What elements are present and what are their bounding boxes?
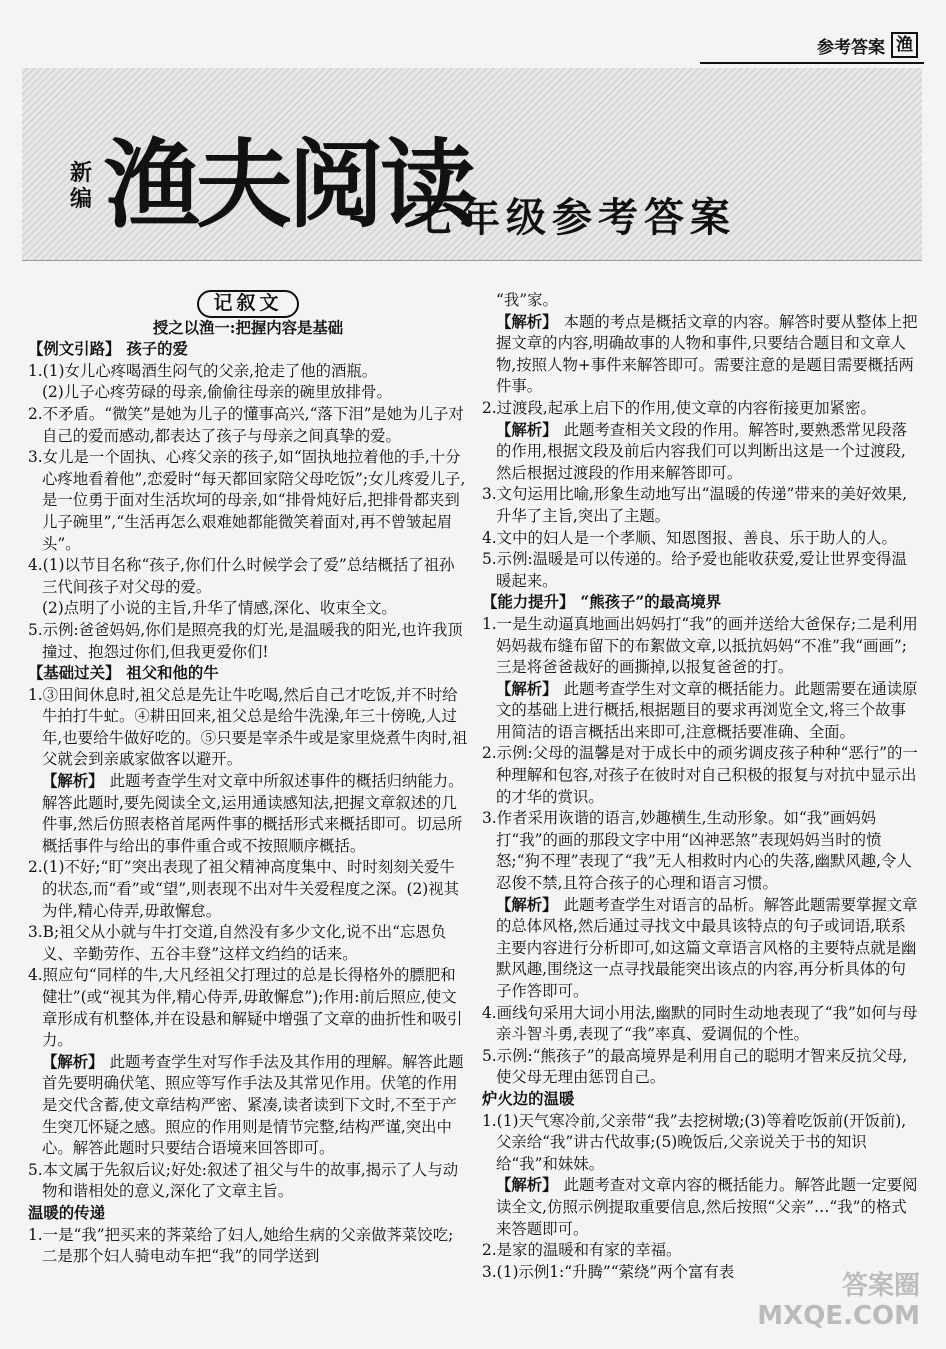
header-stamp: 渔 — [891, 32, 918, 58]
article-heading — [482, 592, 918, 614]
right-column — [482, 290, 918, 1283]
article-heading — [28, 663, 468, 685]
answer-continuation: “我”家。 — [496, 291, 558, 309]
answer-item: 4.(1)以节目名称“孩子,你们什么时候学会了爱”总结概括了祖孙三代间孩子对父母的爱。 — [28, 556, 455, 596]
answer-continuation: (2)儿子心疼劳碌的母亲,偷偷往母亲的碗里放排骨。 — [42, 383, 392, 402]
answer-item: 3.(1)示例1:“升腾”“萦绕”两个富有表 — [482, 1262, 735, 1281]
analysis-tag: 【解析】 — [496, 895, 558, 914]
answer-item: 4.文中的妇人是一个孝顺、知恩图报、善良、乐于助人的人。 — [482, 528, 897, 547]
answer-item: 1.③田间休息时,祖父总是先让牛吃喝,然后自己才吃饭,并不时给牛拍打牛虻。④耕田回来,祖父总是给牛洗澡,年三十傍晚,人过年,也要给牛做好吃的。⑤只要是宰杀牛或是家里烧煮牛肉时,祖父就会到亲戚家做客以避开。 — [28, 685, 468, 769]
analysis-paragraph — [482, 1175, 918, 1240]
analysis-tag: 【解析】 — [496, 679, 558, 698]
answer-item: 5.示例:“熊孩子”的最高境界是利用自己的聪明才智来反抗父母,使父母无理由惩罚自己。 — [482, 1046, 908, 1087]
article-title: 炉火边的温暖 — [482, 1089, 575, 1108]
analysis-text: 此题考查学生对写作手法及其作用的理解。解答此题首先要明确伏笔、照应等写作手法及其常见作用。伏笔的作用是交代含蓄,使文章结构严密、紧凑,读者读到下文时,不至于产生突兀怀疑之感。照应的作用则是情节完整,结构严谨,突出中心。解答此题时只要结合语境来回答即可。 — [42, 1052, 464, 1158]
header-label-text: 参考答案 — [817, 37, 885, 58]
analysis-tag: 【解析】 — [496, 1176, 558, 1195]
banner-subtitle: 七年级参考答案 — [414, 194, 736, 241]
answer-item: 2.(1)不好;“盯”突出表现了祖父精神高度集中、时时刻刻关爱牛的状态,而“看”或“望”,则表现不出对牛关爱程度之深。(2)视其为伴,精心侍弄,毋敢懈怠。 — [28, 858, 460, 920]
title-banner — [22, 68, 922, 261]
answer-item: 4.画线句采用大词小用法,幽默的同时生动地表现了“我”如何与母亲斗智斗勇,表现了“我”率真、爱调侃的个性。 — [482, 1003, 918, 1044]
answer-item: 5.示例:爸爸妈妈,你们是照亮我的灯光,是温暖我的阳光,也许我顶撞过、抱怨过你们,但我更爱你们! — [28, 620, 463, 661]
answer-item: 5.本文属于先叙后议;好处:叙述了祖父与牛的故事,揭示了人与动物和谐相处的意义,深化了文章主旨。 — [28, 1160, 459, 1201]
heading-title: 祖父和他的牛 — [126, 664, 219, 683]
answer-item: 1.一是生动逼真地画出妈妈打“我”的画并送给大爸保存;二是利用妈妈裁布缝布留下的布絮做文章,以抵抗妈妈“不准”我“画画”;三是将爸爸裁好的画撕掉,以报复爸爸的打。 — [482, 614, 918, 677]
analysis-paragraph — [482, 312, 918, 398]
heading-title: “熊孩子”的最高境界 — [580, 593, 722, 612]
analysis-tag: 【解析】 — [42, 1052, 104, 1071]
left-column — [28, 290, 468, 1268]
section-heading — [28, 290, 468, 318]
analysis-paragraph — [28, 771, 468, 857]
answer-continuation: (2)点明了小说的主旨,升华了情感,深化、收束全文。 — [42, 599, 397, 618]
answer-item: 3.B;祖父从小就与牛打交道,自然没有多少文化,说不出“忘恩负义、辛勤劳作、五谷丰登”这样文绉绉的话来。 — [28, 923, 447, 963]
heading-tag: 【基础过关】 — [28, 664, 121, 683]
answer-item: 2.是家的温暖和有家的幸福。 — [482, 1241, 682, 1260]
analysis-text: 此题考查学生对文章中所叙述事件的概括归纳能力。解答此题时,要先阅读全文,运用通读感知法,把握文章叙述的几件事,然后仿照表格首尾两件事的概括形式来概括即可。切忌所概括事件与给出的事件重合或不按照顺序概括。 — [42, 772, 464, 855]
watermark-line1: 答案圈 — [841, 1271, 920, 1301]
heading-tag: 【能力提升】 — [482, 593, 575, 612]
answer-item: 1.一是“我”把买来的荠菜给了妇人,她给生病的父亲做荠菜饺吃;二是那个妇人骑电动车把“我”的同学送到 — [28, 1225, 454, 1266]
watermark — [757, 1271, 920, 1331]
analysis-tag: 【解析】 — [42, 772, 104, 791]
banner-new-label: 新编 — [69, 160, 92, 212]
section-heading-label: 记叙文 — [197, 290, 298, 318]
analysis-paragraph — [28, 1052, 468, 1160]
analysis-text: 此题考查学生对文章的概括能力。此题需要在通读原文的基础上进行概括,根据题目的要求再浏览全文,将三个故事用简洁的语言概括出来即可,注意概括要准确、全面。 — [496, 679, 918, 741]
answer-item: 2.过渡段,起承上启下的作用,使文章的内容衔接更加紧密。 — [482, 398, 876, 417]
article-heading — [28, 339, 468, 361]
heading-title: 孩子的爱 — [126, 340, 188, 359]
answer-item: 2.不矛盾。“微笑”是她为儿子的懂事高兴,“落下泪”是她为儿子对自己的爱而感动,都表达了孩子与母亲之间真挚的爱。 — [28, 404, 464, 445]
page-header-label — [817, 32, 918, 58]
heading-tag: 【例文引路】 — [28, 340, 121, 359]
analysis-text: 此题考查学生对语言的品析。解答此题需要掌握文章的总体风格,然后通过寻找文中最具该特点的句子或词语,联系主要内容进行分析即可,如这篇文章语言风格的主要特点就是幽默风趣,围绕这一点寻找最能突出该点的内容,再分析具体的句子作答即可。 — [496, 895, 918, 1000]
answer-item: 3.文句运用比喻,形象生动地写出“温暖的传递”带来的美好效果,升华了主旨,突出了主题。 — [482, 485, 907, 525]
answer-item: 3.女儿是一个固执、心疼父亲的孩子,如“固执地拉着他的手,十分心疼地看着他”,恋爱时“每天都回家陪父母吃饭”;女儿疼爱儿子,是一位勇于面对生活坎坷的母亲,如“排骨炖好后,把排骨都夹到儿子碗里”,“生活再怎么艰难她都能微笑着面对,再不曾皱起眉头”。 — [28, 448, 466, 553]
analysis-text: 本题的考点是概括文章的内容。解答时要从整体上把握文章的内容,明确故事的人物和事件,只要结合题目和文章人物,按照人物+事件来解答即可。需要注意的是题目需要概括两件事。 — [496, 312, 918, 396]
article-title: 温暖的传递 — [28, 1203, 105, 1222]
answer-item: 4.照应句“同样的牛,大凡经祖父打理过的总是长得格外的膘肥和健壮”(或“视其为伴,精心侍弄,毋敢懈怠”);作用:前后照应,使文章形成有机整体,并在设悬和解疑中增强了文章的曲折性和吸引力。 — [28, 966, 463, 1050]
subheading: 授之以渔一:把握内容是基础 — [152, 318, 344, 337]
analysis-paragraph — [482, 895, 918, 1003]
banner-brand: 渔夫阅读 — [104, 128, 472, 241]
analysis-text: 此题考查相关文段的作用。解答时,要熟悉常见段落的作用,根据文段及前后内容我们可以判断出这是一个过渡段,然后根据过渡段的作用来解答即可。 — [496, 420, 908, 482]
answer-item: 1.(1)女儿心疼喝酒生闷气的父亲,抢走了他的酒瓶。 — [28, 361, 378, 380]
header-rule — [700, 62, 924, 64]
answer-item: 1.(1)天气寒冷前,父亲带“我”去挖树墩;(3)等着吃饭前(开饭前),父亲给“我”讲古代故事;(5)晚饭后,父亲说关于书的知识给“我”和妹妹。 — [482, 1111, 907, 1173]
answer-item: 5.示例:温暖是可以传递的。给予爱也能收获爱,爱让世界变得温暖起来。 — [482, 550, 907, 590]
analysis-tag: 【解析】 — [496, 420, 558, 439]
analysis-paragraph — [482, 420, 918, 485]
watermark-line2: MXQE.COM — [757, 1301, 920, 1331]
answer-item: 2.示例:父母的温馨是对于成长中的顽劣调皮孩子种种“恶行”的一种理解和包容,对孩子在彼时对自己积极的报复与对抗中显示出的才华的赏识。 — [482, 744, 918, 806]
analysis-tag: 【解析】 — [496, 312, 558, 331]
analysis-paragraph — [482, 679, 918, 744]
answer-item: 3.作者采用诙谐的语言,妙趣横生,生动形象。如“我”画妈妈打“我”的画的那段文字中用“凶神恶煞”表现妈妈当时的愤怒;“狗不理”表现了“我”无人相救时内心的失落,幽默风趣,令人忍俊不禁,且符合孩子的心理和语言习惯。 — [482, 809, 912, 893]
analysis-text: 此题考查对文章内容的概括能力。解答此题一定要阅读全文,仿照示例提取重要信息,然后按照“父亲”…“我”的格式来答题即可。 — [496, 1176, 918, 1238]
